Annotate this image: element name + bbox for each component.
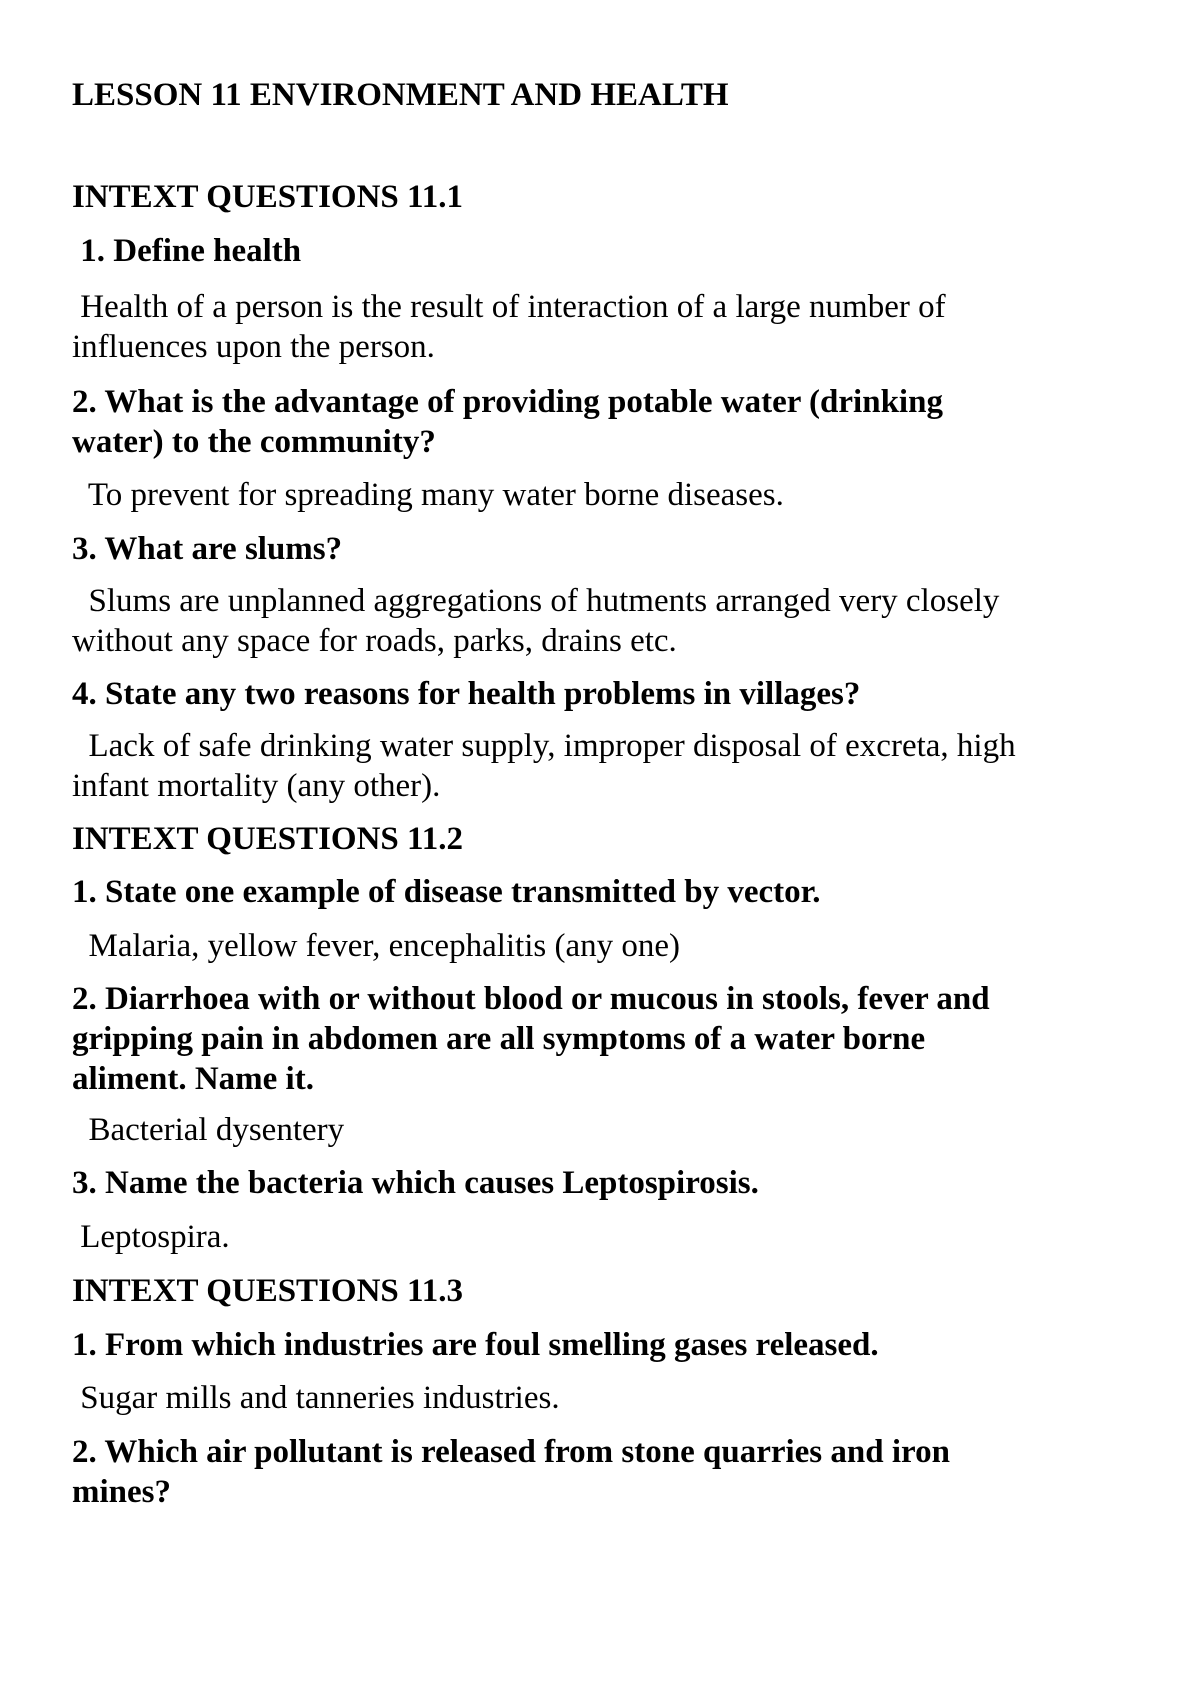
question-11-1-3: 3. What are slums? bbox=[72, 531, 343, 567]
answer-11-2-2: Bacterial dysentery bbox=[72, 1112, 345, 1148]
question-11-1-4: 4. State any two reasons for health problems in villages? bbox=[72, 676, 861, 712]
lesson-title: LESSON 11 ENVIRONMENT AND HEALTH bbox=[72, 77, 729, 113]
question-11-3-1: 1. From which industries are foul smelling gases released. bbox=[72, 1327, 879, 1363]
question-11-2-3: 3. Name the bacteria which causes Leptospirosis. bbox=[72, 1165, 759, 1201]
question-11-1-2-line-1: 2. What is the advantage of providing potable water (drinking bbox=[72, 384, 943, 420]
question-11-1-1: 1. Define health bbox=[72, 233, 302, 269]
question-11-1-2-line-2: water) to the community? bbox=[72, 424, 436, 460]
answer-11-1-2: To prevent for spreading many water borne diseases. bbox=[72, 477, 784, 513]
answer-11-2-3: Leptospira. bbox=[72, 1219, 230, 1255]
question-11-3-2-line-1: 2. Which air pollutant is released from stone quarries and iron bbox=[72, 1434, 950, 1470]
answer-11-1-4-line-2: infant mortality (any other). bbox=[72, 768, 441, 804]
section-heading-11-3: INTEXT QUESTIONS 11.3 bbox=[72, 1273, 463, 1309]
answer-11-1-1-line-2: influences upon the person. bbox=[72, 329, 435, 365]
answer-11-1-3-line-2: without any space for roads, parks, drains etc. bbox=[72, 623, 677, 659]
question-11-2-2-line-3: aliment. Name it. bbox=[72, 1061, 314, 1097]
section-heading-11-1: INTEXT QUESTIONS 11.1 bbox=[72, 179, 463, 215]
section-heading-11-2: INTEXT QUESTIONS 11.2 bbox=[72, 821, 463, 857]
answer-11-1-3-line-1: Slums are unplanned aggregations of hutments arranged very closely bbox=[72, 583, 1000, 619]
question-11-2-2-line-2: gripping pain in abdomen are all symptoms of a water borne bbox=[72, 1021, 926, 1057]
question-11-2-2-line-1: 2. Diarrhoea with or without blood or mucous in stools, fever and bbox=[72, 981, 990, 1017]
question-11-3-2-line-2: mines? bbox=[72, 1474, 171, 1510]
answer-11-1-1-line-1: Health of a person is the result of interaction of a large number of bbox=[72, 289, 946, 325]
answer-11-1-4-line-1: Lack of safe drinking water supply, improper disposal of excreta, high bbox=[72, 728, 1016, 764]
answer-11-3-1: Sugar mills and tanneries industries. bbox=[72, 1380, 560, 1416]
answer-11-2-1: Malaria, yellow fever, encephalitis (any one) bbox=[72, 928, 681, 964]
question-11-2-1: 1. State one example of disease transmitted by vector. bbox=[72, 874, 821, 910]
